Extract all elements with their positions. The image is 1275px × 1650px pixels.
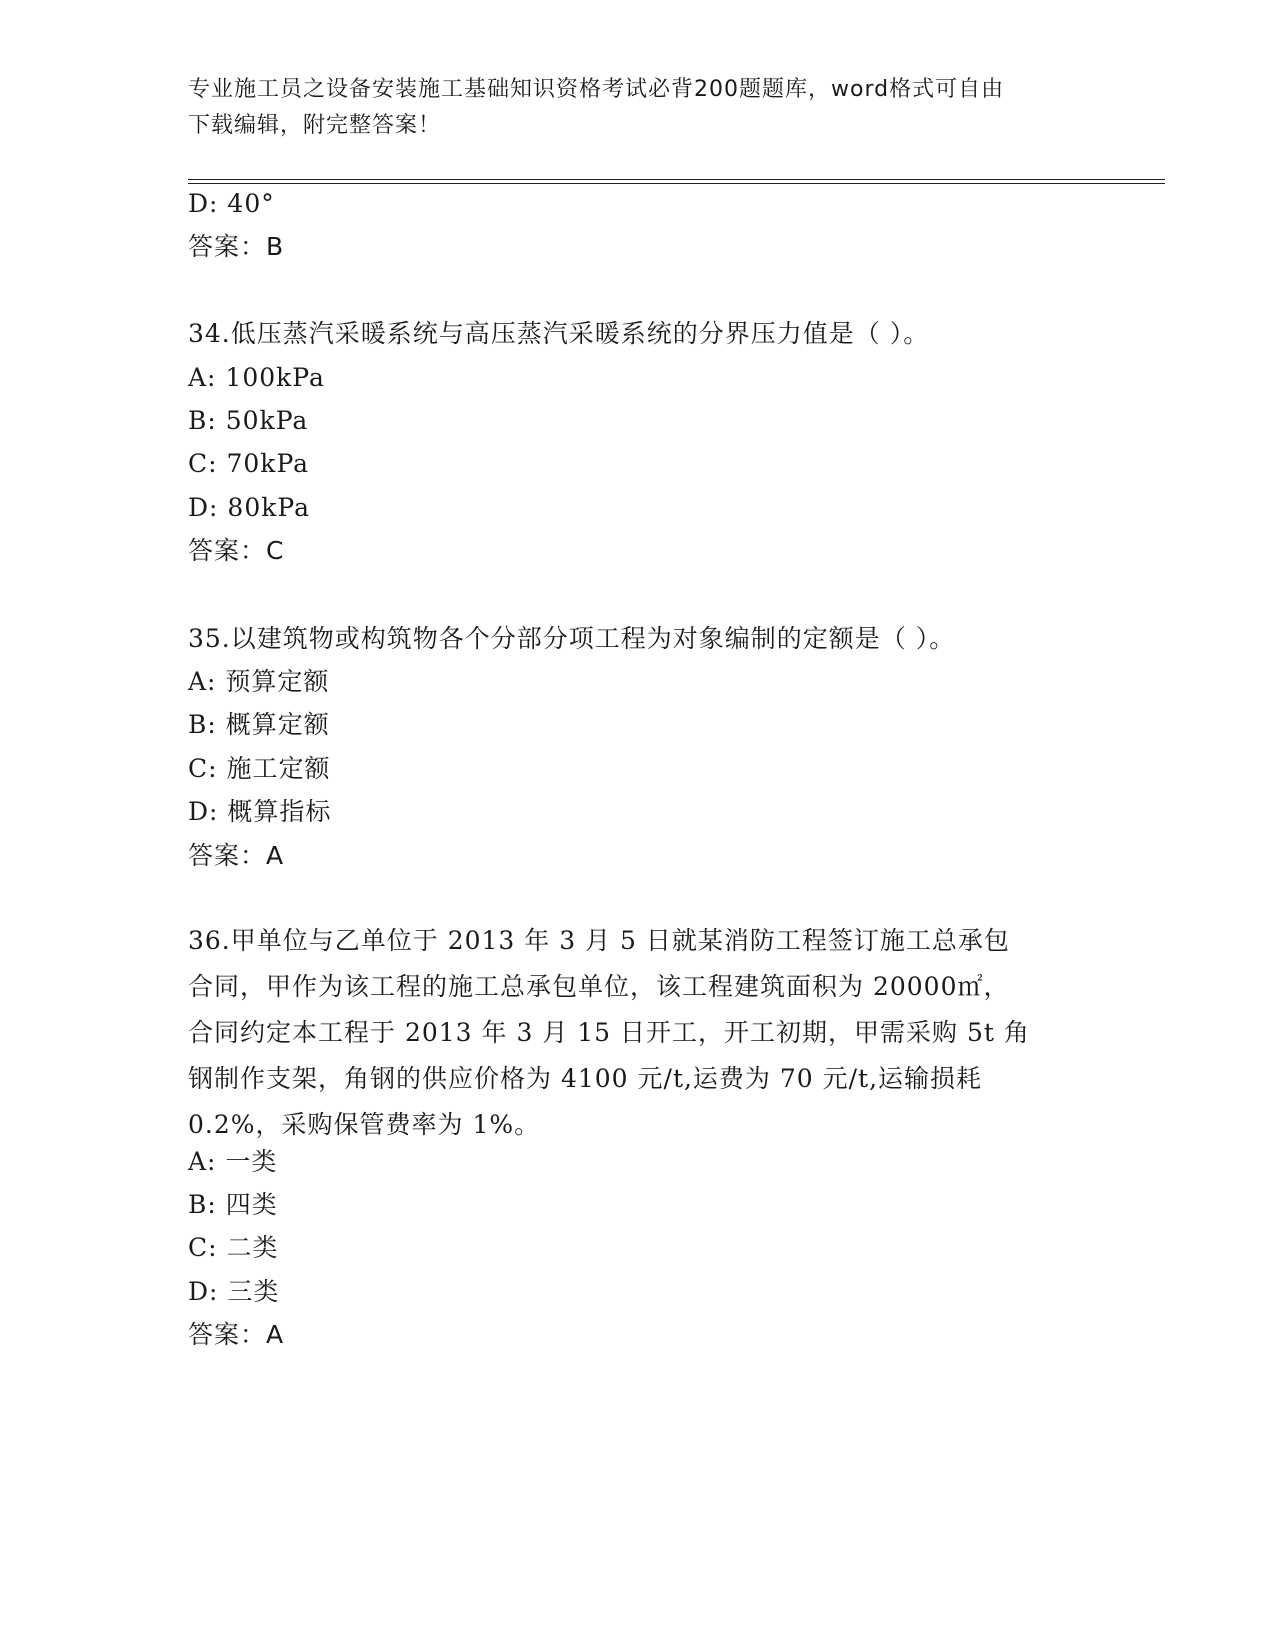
q35-option-b: B: 概算定额 (188, 710, 330, 739)
q34-stem: 34.低压蒸汽采暖系统与高压蒸汽采暖系统的分界压力值是（ ）。 (188, 319, 930, 348)
q35-option-d: D: 概算指标 (188, 797, 332, 826)
q36-option-a: A: 一类 (188, 1147, 278, 1176)
q35-option-c: C: 施工定额 (188, 754, 331, 783)
header-line-2: 下载编辑，附完整答案！ (188, 113, 442, 138)
q36-stem-line: 合同，甲作为该工程的施工总承包单位，该工程建筑面积为 20000㎡， (188, 972, 1010, 1001)
q34-option-b: B: 50kPa (188, 406, 309, 435)
document-header (188, 72, 1088, 144)
q36-stem-line: 钢制作支架，角钢的供应价格为 4100 元/t,运费为 70 元/t,运输损耗 (188, 1064, 983, 1093)
q36-answer: 答案：A (188, 1320, 285, 1349)
q36-option-d: D: 三类 (188, 1277, 280, 1306)
q36-stem (188, 918, 1088, 1148)
prev-option-d: D: 40° (188, 189, 275, 218)
q35-option-a: A: 预算定额 (188, 667, 330, 696)
prev-answer: 答案：B (188, 232, 285, 261)
q34-option-a: A: 100kPa (188, 363, 325, 392)
q34-option-d: D: 80kPa (188, 493, 310, 522)
header-rule-bottom (188, 183, 1165, 184)
q34-answer: 答案：C (188, 536, 285, 565)
q34-option-c: C: 70kPa (188, 449, 310, 478)
q35-stem: 35.以建筑物或构筑物各个分部分项工程为对象编制的定额是（ ）。 (188, 624, 956, 653)
q36-option-b: B: 四类 (188, 1190, 278, 1219)
q36-stem-line: 合同约定本工程于 2013 年 3 月 15 日开工，开工初期，甲需采购 5t 角 (188, 1018, 1030, 1047)
q36-stem-line: 0.2%，采购保管费率为 1%。 (188, 1110, 541, 1139)
q35-answer: 答案：A (188, 841, 285, 870)
header-rule-top (188, 179, 1165, 180)
header-line-1: 专业施工员之设备安装施工基础知识资格考试必背200题题库，word格式可自由 (188, 77, 1005, 102)
q36-stem-line: 36.甲单位与乙单位于 2013 年 3 月 5 日就某消防工程签订施工总承包 (188, 926, 1010, 955)
q36-option-c: C: 二类 (188, 1233, 279, 1262)
